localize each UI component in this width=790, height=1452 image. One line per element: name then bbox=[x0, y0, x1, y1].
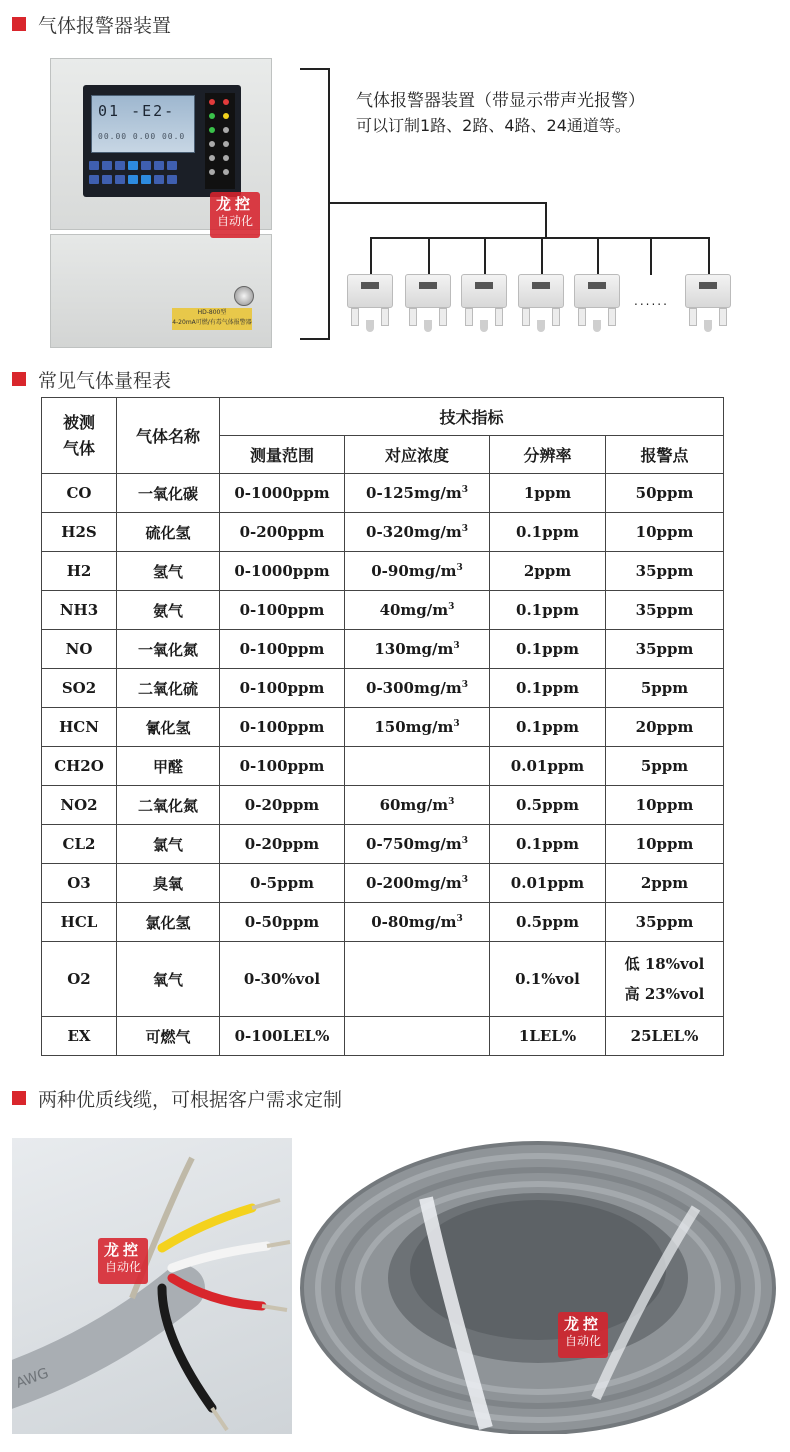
cell-resolution: 0.01ppm bbox=[490, 747, 606, 786]
header-range: 测量范围 bbox=[220, 436, 345, 474]
table-row bbox=[42, 630, 724, 669]
cell-gas: EX bbox=[42, 1017, 117, 1056]
cell-concentration bbox=[345, 513, 490, 552]
cell-name: 硫化氢 bbox=[117, 513, 220, 552]
cell-alarm: 25LEL% bbox=[606, 1017, 724, 1056]
cell-gas: CO bbox=[42, 474, 117, 513]
alarm-controller-image bbox=[50, 58, 272, 348]
cell-range: 0-1000ppm bbox=[220, 552, 345, 591]
sensor-transmitter bbox=[405, 274, 451, 336]
red-square-icon bbox=[12, 17, 26, 31]
red-square-icon bbox=[12, 1091, 26, 1105]
cell-alarm: 10ppm bbox=[606, 825, 724, 864]
alarm-high: 高 23%vol bbox=[624, 985, 705, 1003]
cell-alarm: 5ppm bbox=[606, 747, 724, 786]
header-gas: 被测 气体 bbox=[42, 398, 117, 474]
section-title-text: 气体报警器装置 bbox=[38, 14, 172, 37]
unit-superscript: 3 bbox=[461, 836, 468, 846]
cell-range: 0-50ppm bbox=[220, 903, 345, 942]
cell-concentration bbox=[345, 825, 490, 864]
unit-superscript: 3 bbox=[448, 797, 455, 807]
cell-range: 0-20ppm bbox=[220, 825, 345, 864]
cell-resolution: 0.1ppm bbox=[490, 630, 606, 669]
panel-buttons-row1 bbox=[89, 161, 177, 170]
cell-resolution: 0.1ppm bbox=[490, 825, 606, 864]
header-gas-name: 气体名称 bbox=[117, 398, 220, 474]
cell-name: 氰化氢 bbox=[117, 708, 220, 747]
cell-concentration bbox=[345, 591, 490, 630]
cell-concentration bbox=[345, 669, 490, 708]
cell-alarm: 10ppm bbox=[606, 786, 724, 825]
cell-resolution: 1LEL% bbox=[490, 1017, 606, 1056]
section-title-cables bbox=[12, 1086, 342, 1110]
sensor-transmitter bbox=[518, 274, 564, 336]
cell-gas: HCN bbox=[42, 708, 117, 747]
cell-range: 0-100ppm bbox=[220, 708, 345, 747]
lock-icon bbox=[234, 286, 254, 306]
concentration-value: 0-125mg/m bbox=[366, 484, 462, 502]
concentration-value: 130mg/m bbox=[374, 640, 454, 658]
unit-superscript: 3 bbox=[453, 719, 460, 729]
table-row bbox=[42, 786, 724, 825]
cell-concentration bbox=[345, 903, 490, 942]
section-title-alarm-device bbox=[12, 12, 171, 36]
table-row bbox=[42, 591, 724, 630]
concentration-value: 40mg/m bbox=[379, 601, 449, 619]
watermark-stamp: 龙控 自动化 bbox=[558, 1312, 608, 1358]
cell-alarm: 35ppm bbox=[606, 591, 724, 630]
cell-concentration bbox=[345, 630, 490, 669]
nameplate-line1: HD-800型 bbox=[197, 309, 227, 316]
lcd-display bbox=[91, 95, 195, 153]
red-square-icon bbox=[12, 372, 26, 386]
cell-range: 0-100ppm bbox=[220, 669, 345, 708]
cell-gas: NO bbox=[42, 630, 117, 669]
cell-resolution: 0.5ppm bbox=[490, 903, 606, 942]
unit-superscript: 3 bbox=[461, 875, 468, 885]
lcd-main-text: 01 -E2- bbox=[98, 102, 176, 120]
lcd-small-text: 00.00 0.00 00.0 bbox=[98, 132, 186, 141]
cell-concentration bbox=[345, 708, 490, 747]
table-row-o2 bbox=[42, 942, 724, 1017]
cell-resolution: 0.1ppm bbox=[490, 669, 606, 708]
concentration-value: 0-300mg/m bbox=[366, 679, 462, 697]
cell-range: 0-100LEL% bbox=[220, 1017, 345, 1056]
cell-concentration bbox=[345, 864, 490, 903]
status-led-column bbox=[205, 93, 235, 189]
cell-resolution: 1ppm bbox=[490, 474, 606, 513]
cell-gas: NO2 bbox=[42, 786, 117, 825]
cell-alarm: 2ppm bbox=[606, 864, 724, 903]
cell-resolution: 0.1%vol bbox=[490, 942, 606, 1017]
cell-gas: O3 bbox=[42, 864, 117, 903]
connection-bracket bbox=[300, 68, 330, 340]
watermark-stamp: 龙控 自动化 bbox=[98, 1238, 148, 1284]
cell-concentration bbox=[345, 747, 490, 786]
table-row bbox=[42, 864, 724, 903]
cell-concentration bbox=[345, 552, 490, 591]
alarm-low: 低 18%vol bbox=[624, 955, 705, 973]
header-resolution: 分辨率 bbox=[490, 436, 606, 474]
section-title-text: 常见气体量程表 bbox=[38, 369, 172, 392]
cable-coil-image bbox=[296, 1138, 778, 1434]
sensor-transmitter bbox=[347, 274, 393, 336]
cell-concentration bbox=[345, 474, 490, 513]
section-title-text: 两种优质线缆，可根据客户需求定制 bbox=[38, 1088, 343, 1111]
controller-panel bbox=[83, 85, 241, 197]
cell-alarm: 5ppm bbox=[606, 669, 724, 708]
bus-line-vertical bbox=[545, 202, 547, 238]
cell-range: 0-1000ppm bbox=[220, 474, 345, 513]
concentration-value: 0-80mg/m bbox=[371, 913, 457, 931]
watermark-stamp: 龙控 自动化 bbox=[210, 192, 260, 238]
cable-print-text: AWG bbox=[13, 1365, 51, 1392]
cell-name: 臭氧 bbox=[117, 864, 220, 903]
cell-alarm: 50ppm bbox=[606, 474, 724, 513]
bus-line-horizontal bbox=[330, 202, 546, 204]
sensor-bus-line bbox=[370, 237, 710, 239]
cell-name: 氧气 bbox=[117, 942, 220, 1017]
cell-name: 一氧化氮 bbox=[117, 630, 220, 669]
cell-concentration bbox=[345, 786, 490, 825]
cell-gas: NH3 bbox=[42, 591, 117, 630]
cell-resolution: 0.1ppm bbox=[490, 708, 606, 747]
gas-range-table bbox=[41, 397, 724, 1056]
concentration-value: 0-200mg/m bbox=[366, 874, 462, 892]
header-tech-spec: 技术指标 bbox=[220, 398, 724, 436]
concentration-value: 0-750mg/m bbox=[366, 835, 462, 853]
cable-wires-illustration bbox=[12, 1138, 292, 1434]
unit-superscript: 3 bbox=[461, 485, 468, 495]
cell-name: 氨气 bbox=[117, 591, 220, 630]
cell-name: 甲醛 bbox=[117, 747, 220, 786]
ellipsis-more-sensors: ...... bbox=[634, 294, 669, 308]
nameplate bbox=[172, 308, 252, 330]
cell-gas: CH2O bbox=[42, 747, 117, 786]
cell-alarm: 35ppm bbox=[606, 630, 724, 669]
cell-range: 0-30%vol bbox=[220, 942, 345, 1017]
cell-name: 氯气 bbox=[117, 825, 220, 864]
cell-resolution: 0.1ppm bbox=[490, 591, 606, 630]
cell-resolution: 2ppm bbox=[490, 552, 606, 591]
table-row bbox=[42, 552, 724, 591]
section-title-range-table bbox=[12, 367, 171, 391]
unit-superscript: 3 bbox=[456, 563, 463, 573]
cell-concentration bbox=[345, 942, 490, 1017]
nameplate-line2: 4-20mA可燃/有毒气体报警器 bbox=[172, 319, 252, 326]
cell-alarm: 10ppm bbox=[606, 513, 724, 552]
cell-range: 0-100ppm bbox=[220, 747, 345, 786]
unit-superscript: 3 bbox=[448, 602, 455, 612]
cell-gas: HCL bbox=[42, 903, 117, 942]
concentration-value: 60mg/m bbox=[379, 796, 449, 814]
cell-gas: H2S bbox=[42, 513, 117, 552]
concentration-value: 150mg/m bbox=[374, 718, 454, 736]
table-header-row bbox=[42, 398, 724, 436]
table-row bbox=[42, 474, 724, 513]
device-description-line1: 气体报警器装置（带显示带声光报警） bbox=[356, 91, 645, 111]
cell-resolution: 0.5ppm bbox=[490, 786, 606, 825]
table-body bbox=[42, 474, 724, 942]
header-alarm-point: 报警点 bbox=[606, 436, 724, 474]
cell-gas: H2 bbox=[42, 552, 117, 591]
cell-gas: O2 bbox=[42, 942, 117, 1017]
cell-range: 0-100ppm bbox=[220, 591, 345, 630]
cell-name: 二氧化硫 bbox=[117, 669, 220, 708]
cell-name: 氢气 bbox=[117, 552, 220, 591]
table-row bbox=[42, 708, 724, 747]
device-description-line2: 可以订制1路、2路、4路、24通道等。 bbox=[356, 116, 631, 135]
table-row bbox=[42, 825, 724, 864]
table-row bbox=[42, 903, 724, 942]
sensor-transmitter bbox=[461, 274, 507, 336]
cell-name: 二氧化氮 bbox=[117, 786, 220, 825]
unit-superscript: 3 bbox=[453, 641, 460, 651]
cell-range: 0-5ppm bbox=[220, 864, 345, 903]
cell-alarm: 35ppm bbox=[606, 552, 724, 591]
concentration-value: 0-90mg/m bbox=[371, 562, 457, 580]
panel-buttons-row2 bbox=[89, 175, 177, 184]
table-row bbox=[42, 513, 724, 552]
sensor-transmitter bbox=[574, 274, 620, 336]
cell-concentration bbox=[345, 1017, 490, 1056]
unit-superscript: 3 bbox=[461, 680, 468, 690]
cell-range: 0-200ppm bbox=[220, 513, 345, 552]
cell-resolution: 0.1ppm bbox=[490, 513, 606, 552]
cell-range: 0-20ppm bbox=[220, 786, 345, 825]
cell-gas: SO2 bbox=[42, 669, 117, 708]
cell-range: 0-100ppm bbox=[220, 630, 345, 669]
table-row bbox=[42, 747, 724, 786]
cell-alarm: 35ppm bbox=[606, 903, 724, 942]
sensor-transmitter bbox=[685, 274, 731, 336]
unit-superscript: 3 bbox=[456, 914, 463, 924]
concentration-value: 0-320mg/m bbox=[366, 523, 462, 541]
cable-closeup-image bbox=[12, 1138, 292, 1434]
cell-resolution: 0.01ppm bbox=[490, 864, 606, 903]
cable-coil-illustration bbox=[296, 1138, 778, 1434]
table-row bbox=[42, 669, 724, 708]
unit-superscript: 3 bbox=[461, 524, 468, 534]
cell-alarm bbox=[606, 942, 724, 1017]
cell-name: 可燃气 bbox=[117, 1017, 220, 1056]
table-row-ex bbox=[42, 1017, 724, 1056]
header-concentration: 对应浓度 bbox=[345, 436, 490, 474]
cell-name: 一氧化碳 bbox=[117, 474, 220, 513]
cell-alarm: 20ppm bbox=[606, 708, 724, 747]
cell-name: 氯化氢 bbox=[117, 903, 220, 942]
cell-gas: CL2 bbox=[42, 825, 117, 864]
